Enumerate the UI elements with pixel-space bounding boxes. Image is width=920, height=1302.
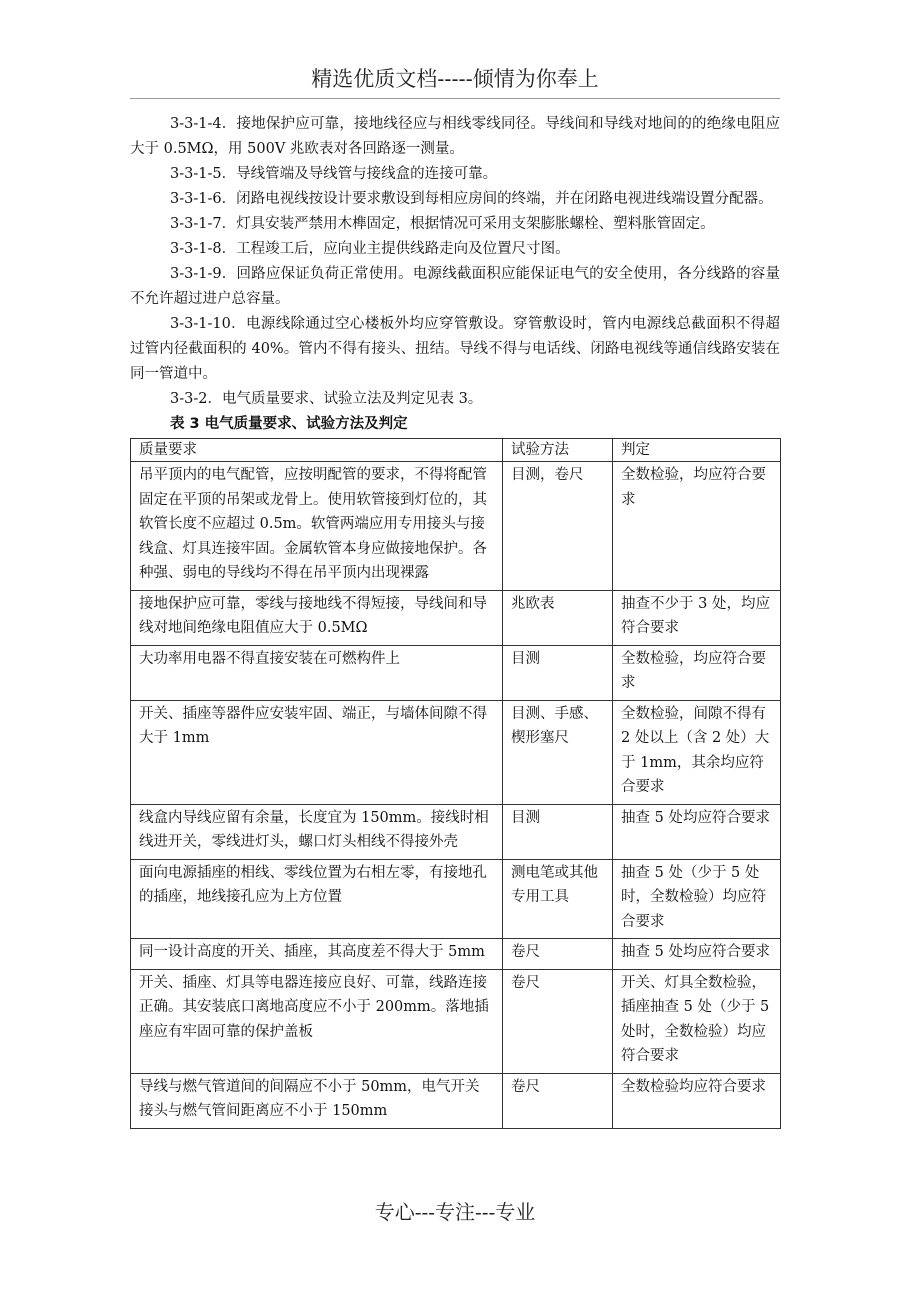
cell-method: 目测 [503,804,613,859]
footer-text: 专心---专注---专业 [374,1200,536,1224]
table-row [131,804,781,859]
cell-requirement: 接地保护应可靠，零线与接地线不得短接，导线间和导线对地间绝缘电阻值应大于 0.5MΩ [131,590,503,645]
paragraph: 3-3-1-7．灯具安装严禁用木榫固定，根据情况可采用支架膨胀螺栓、塑料胀管固定。 [170,216,715,232]
cell-method: 测电笔或其他专用工具 [503,859,613,939]
table-row [131,590,781,645]
table-row [131,1073,781,1128]
paragraph: 3-3-1-10．电源线除通过空心楼板外均应穿管敷设。穿管敷设时，管内电源线总截面积不得超过管内径截面积的 40%。管内不得有接头、扭结。导线不得与电话线、闭路电视线等通信线路安装在同一管道中。 [130,316,780,382]
table-row [131,645,781,700]
cell-method: 卷尺 [503,939,613,970]
table-header-row [131,439,781,462]
cell-method: 目测，卷尺 [503,462,613,591]
cell-judgement: 全数检验，间隙不得有 2 处以上（含 2 处）大于 1mm，其余均应符合要求 [613,700,781,804]
paragraph: 3-3-1-5．导线管端及导线管与接线盒的连接可靠。 [170,166,498,182]
cell-judgement: 全数检验，均应符合要求 [613,645,781,700]
paragraph: 3-3-1-8．工程竣工后，应向业主提供线路走向及位置尺寸图。 [170,241,570,257]
cell-requirement: 大功率用电器不得直接安装在可燃构件上 [131,645,503,700]
header-cell-requirement: 质量要求 [131,439,503,462]
cell-judgement: 全数检验均应符合要求 [613,1073,781,1128]
cell-requirement: 同一设计高度的开关、插座，其高度差不得大于 5mm [131,939,503,970]
cell-requirement: 导线与燃气管道间的间隔应不小于 50mm，电气开关接头与燃气管间距离应不小于 150mm [131,1073,503,1128]
table-row [131,969,781,1073]
paragraph: 3-3-1-9．回路应保证负荷正常使用。电源线截面积应能保证电气的安全使用，各分线路的容量不允许超过进户总容量。 [130,266,780,307]
cell-method: 兆欧表 [503,590,613,645]
table-row [131,859,781,939]
cell-requirement: 开关、插座、灯具等电器连接应良好、可靠，线路连接正确。其安装底口离地高度应不小于 200mm。落地插座应有牢固可靠的保护盖板 [131,969,503,1073]
cell-method: 卷尺 [503,969,613,1073]
cell-judgement: 抽查 5 处均应符合要求 [613,939,781,970]
cell-judgement: 全数检验，均应符合要求 [613,462,781,591]
cell-method: 目测、手感、楔形塞尺 [503,700,613,804]
cell-requirement: 线盒内导线应留有余量，长度宜为 150mm。接线时相线进开关，零线进灯头，螺口灯头相线不得接外壳 [131,804,503,859]
table-row [131,700,781,804]
page-header [130,64,780,99]
cell-judgement: 抽查 5 处均应符合要求 [613,804,781,859]
paragraph: 3-3-2．电气质量要求、试验立法及判定见表 3。 [170,391,483,407]
table-row [131,939,781,970]
cell-judgement: 抽查 5 处（少于 5 处时，全数检验）均应符合要求 [613,859,781,939]
cell-judgement: 开关、灯具全数检验，插座抽查 5 处（少于 5 处时，全数检验）均应符合要求 [613,969,781,1073]
header-cell-judgement: 判定 [613,439,781,462]
quality-table [130,438,781,1129]
table-caption: 表 3 电气质量要求、试验方法及判定 [170,416,408,432]
cell-requirement: 面向电源插座的相线、零线位置为右相左零，有接地孔的插座，地线接孔应为上方位置 [131,859,503,939]
cell-requirement: 开关、插座等器件应安装牢固、端正，与墙体间隙不得大于 1mm [131,700,503,804]
page-footer [130,1196,780,1225]
paragraph: 3-3-1-6．闭路电视线按设计要求敷设到每相应房间的终端，并在闭路电视进线端设置分配器。 [170,191,773,207]
header-cell-method: 试验方法 [503,439,613,462]
cell-requirement: 吊平顶内的电气配管，应按明配管的要求，不得将配管固定在平顶的吊架或龙骨上。使用软管接到灯位的，其软管长度不应超过 0.5m。软管两端应用专用接头与接线盒、灯具连接牢固。金属软管本身应做接地保护。各种强、弱电的导线均不得在吊平顶内出现裸露 [131,462,503,591]
cell-judgement: 抽查不少于 3 处，均应符合要求 [613,590,781,645]
cell-method: 卷尺 [503,1073,613,1128]
cell-method: 目测 [503,645,613,700]
paragraph: 3-3-1-4．接地保护应可靠，接地线径应与相线零线同径。导线间和导线对地间的的绝缘电阻应大于 0.5MΩ，用 500V 兆欧表对各回路逐一测量。 [130,116,780,157]
document-body [130,112,780,1129]
header-title: 精选优质文档-----倾情为你奉上 [311,67,599,91]
table-row [131,462,781,591]
